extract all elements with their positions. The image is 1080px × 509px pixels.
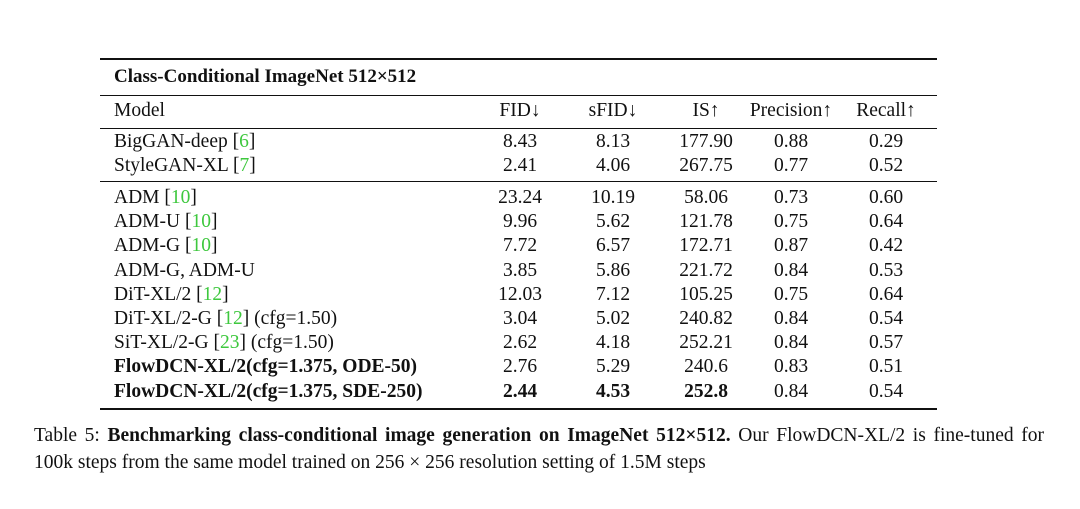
citation-link[interactable]: 12 [223,308,243,329]
recall-cell: 0.53 [868,259,904,281]
table-row [100,355,937,379]
model-name-suffix: ] (cfg=1.50) [242,308,338,329]
table-row [100,331,937,355]
recall-cell: 0.64 [868,211,904,233]
title-rule [100,95,937,96]
citation-link[interactable]: 6 [239,131,249,152]
is-cell: 105.25 [679,283,733,305]
is-cell: 240.6 [684,356,728,378]
header-is: IS↑ [692,100,720,121]
table-row [100,234,937,258]
model-name-suffix: ] [222,283,229,305]
model-name-text: ADM-U [ [114,211,192,233]
fid-cell: 2.44 [502,380,538,402]
citation-link[interactable]: 7 [239,155,250,177]
model-name-suffix: ] [210,211,218,233]
model-name-text: StyleGAN-XL [ [114,155,240,177]
recall-cell: 0.60 [868,187,904,208]
model-name [114,130,255,154]
recall-cell: 0.52 [868,155,904,177]
header-sfid: sFID↓ [588,100,638,121]
top-rule [100,58,937,60]
table-row [100,130,937,154]
caption-label: Table 5: [34,425,108,446]
precision-cell: 0.75 [773,211,809,233]
table-title: Class-Conditional ImageNet 512×512 [114,66,417,87]
model-name-text: FlowDCN-XL/2(cfg=1.375, SDE-250) [114,380,423,402]
recall-cell: 0.29 [868,131,904,152]
sfid-cell: 8.13 [595,131,631,152]
table-row [100,259,937,283]
model-name-text: DiT-XL/2 [ [114,283,203,305]
is-cell: 121.78 [679,211,733,233]
model-name-text: SiT-XL/2-G [ [114,332,220,354]
model-name-text: ADM [ [114,187,171,208]
model-name-text: ADM-G [ [114,235,192,257]
sfid-cell: 4.18 [595,332,631,354]
sfid-cell: 7.12 [595,283,631,305]
is-cell: 252.8 [684,380,728,402]
table-row [100,154,937,178]
precision-cell: 0.83 [773,356,809,378]
citation-link[interactable]: 12 [202,283,223,305]
caption-text: Our FlowDCN-XL/2 is fine-tuned for 100k steps from the same model trained on 256 × 256 resolution setting of 1.5M steps [34,425,1044,473]
model-name-suffix: ] [249,155,256,177]
recall-cell: 0.42 [868,235,904,257]
fid-cell: 9.96 [502,211,538,233]
is-cell: 252.21 [679,332,733,354]
citation-link[interactable]: 10 [191,211,211,233]
model-name [114,355,417,379]
bottom-rule [100,408,937,410]
model-name-suffix: ] [248,131,256,152]
precision-cell: 0.88 [773,131,809,152]
model-name-text: BigGAN-deep [ [114,131,240,152]
recall-cell: 0.64 [868,283,904,305]
model-name-suffix: ] [210,235,218,257]
model-name [114,331,334,355]
model-name [114,307,337,331]
model-name [114,210,217,234]
sfid-cell: 4.53 [595,380,631,402]
group-rule [100,181,937,182]
sfid-cell: 5.62 [595,211,631,233]
header-recall: Recall↑ [856,100,916,121]
fid-cell: 7.72 [502,235,538,257]
precision-cell: 0.84 [773,380,809,402]
citation-link[interactable]: 10 [191,235,211,257]
model-name [114,154,256,178]
model-name [114,234,217,258]
table-row [100,307,937,331]
citation-link[interactable]: 10 [170,187,191,208]
header-fid: FID↓ [499,100,541,121]
citation-link[interactable]: 23 [219,332,240,354]
sfid-cell: 4.06 [595,155,631,177]
fid-cell: 2.41 [502,155,538,177]
model-name-text: DiT-XL/2-G [ [114,308,224,329]
model-name-text: ADM-G, ADM-U [114,259,255,281]
model-name-suffix: ] [190,187,197,208]
sfid-cell: 5.29 [595,356,631,378]
recall-cell: 0.54 [868,380,904,402]
fid-cell: 2.62 [502,332,538,354]
fid-cell: 3.04 [502,308,538,329]
is-cell: 267.75 [679,155,733,177]
recall-cell: 0.51 [868,356,904,378]
recall-cell: 0.54 [868,308,904,329]
table-row [100,186,937,210]
table-row [100,380,937,404]
sfid-cell: 6.57 [595,235,631,257]
header-model: Model [114,100,165,121]
precision-cell: 0.77 [773,155,809,177]
fid-cell: 3.85 [502,259,538,281]
sfid-cell: 10.19 [591,187,635,208]
is-cell: 177.90 [679,131,733,152]
recall-cell: 0.57 [868,332,904,354]
fid-cell: 23.24 [498,187,542,208]
precision-cell: 0.84 [773,259,809,281]
precision-cell: 0.87 [773,235,809,257]
precision-cell: 0.75 [773,283,809,305]
precision-cell: 0.84 [773,332,809,354]
table-row [100,283,937,307]
table-row [100,210,937,234]
is-cell: 172.71 [679,235,733,257]
is-cell: 58.06 [684,187,728,208]
is-cell: 221.72 [679,259,733,281]
model-name [114,283,229,307]
precision-cell: 0.84 [773,308,809,329]
header-precision: Precision↑ [749,100,833,121]
is-cell: 240.82 [679,308,733,329]
model-name-suffix: ] (cfg=1.50) [239,332,334,354]
model-name [114,259,255,283]
model-name [114,186,197,210]
fid-cell: 8.43 [502,131,538,152]
caption-bold: Benchmarking class-conditional image generation on ImageNet 512×512. [107,425,731,446]
precision-cell: 0.73 [773,187,809,208]
header-row [100,99,937,123]
sfid-cell: 5.02 [595,308,631,329]
fid-cell: 12.03 [498,283,542,305]
model-name-text: FlowDCN-XL/2(cfg=1.375, ODE-50) [114,356,418,378]
model-name [114,380,422,404]
header-rule [100,128,937,129]
sfid-cell: 5.86 [595,259,631,281]
fid-cell: 2.76 [502,356,538,378]
table-caption [34,422,1044,476]
